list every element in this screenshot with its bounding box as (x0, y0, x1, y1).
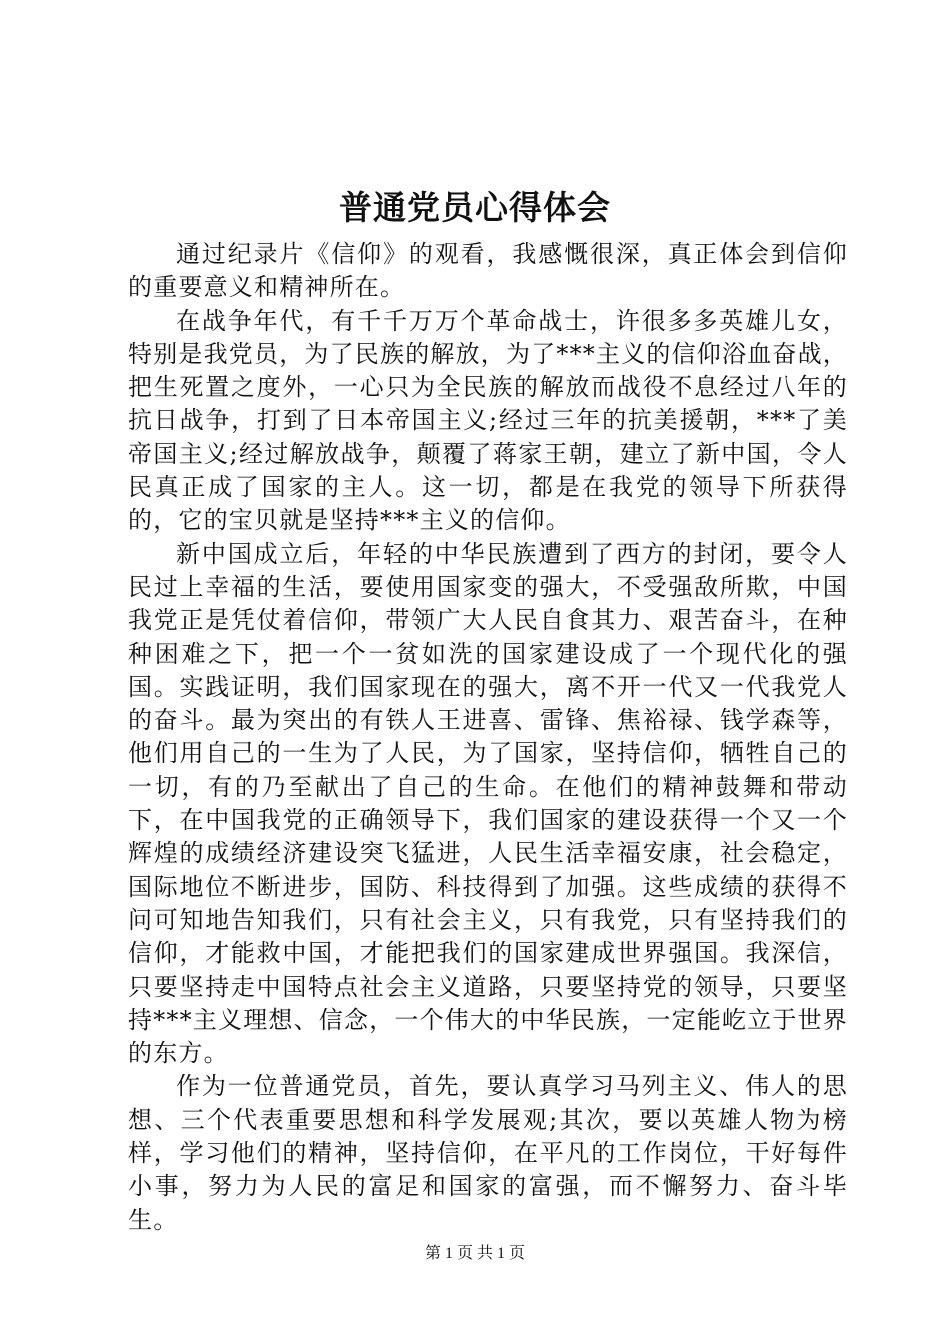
paragraph-4: 作为一位普通党员，首先，要认真学习马列主义、伟人的思想、三个代表重要思想和科学发展观;其次，要以英雄人物为榜样，学习他们的精神，坚持信仰，在平凡的工作岗位，干好每件小事，努力为人民的富足和国家的富强，而不懈努力、奋斗毕生。 (128, 1072, 848, 1234)
document-body (128, 238, 848, 1237)
document-title: 普通党员心得体会 (339, 188, 611, 227)
paragraph-2: 在战争年代，有千千万万个革命战士，许很多多英雄儿女，特别是我党员，为了民族的解放，为了***主义的信仰浴血奋战，把生死置之度外，一心只为全民族的解放而战役不息经过八年的抗日战争，打到了日本帝国主义;经过三年的抗美援朝，***了美帝国主义;经过解放战争，颠覆了蒋家王朝，建立了新中国，令人民真正成了国家的主人。这一切，都是在我党的领导下所获得的，它的宝贝就是坚持***主义的信仰。 (128, 306, 848, 535)
paragraph-3: 新中国成立后，年轻的中华民族遭到了西方的封闭，要令人民过上幸福的生活，要使用国家变的强大，不受强敌所欺，中国我党正是凭仗着信仰，带领广大人民自食其力、艰苦奋斗，在种种困难之下，把一个一贫如洗的国家建设成了一个现代化的强国。实践证明，我们国家现在的强大，离不开一代又一代我党人的奋斗。最为突出的有铁人王进喜、雷锋、焦裕禄、钱学森等，他们用自己的一生为了人民，为了国家，坚持信仰，牺牲自己的一切，有的乃至献出了自己的生命。在他们的精神鼓舞和带动下，在中国我党的正确领导下，我们国家的建设获得一个又一个辉煌的成绩经济建设突飞猛进，人民生活幸福安康，社会稳定，国际地位不断进步，国防、科技得到了加强。这些成绩的获得不问可知地告知我们，只有社会主义，只有我党，只有坚持我们的信仰，才能救中国，才能把我们的国家建成世界强国。我深信，只要坚持走中国特点社会主义道路，只要坚持党的领导，只要坚持***主义理想、信念，一个伟大的中华民族，一定能屹立于世界的东方。 (128, 539, 848, 1068)
page-footer: 第 1 页 共 1 页 (424, 1245, 525, 1262)
paragraph-1: 通过纪录片《信仰》的观看，我感慨很深，真正体会到信仰的重要意义和精神所在。 (128, 240, 848, 302)
